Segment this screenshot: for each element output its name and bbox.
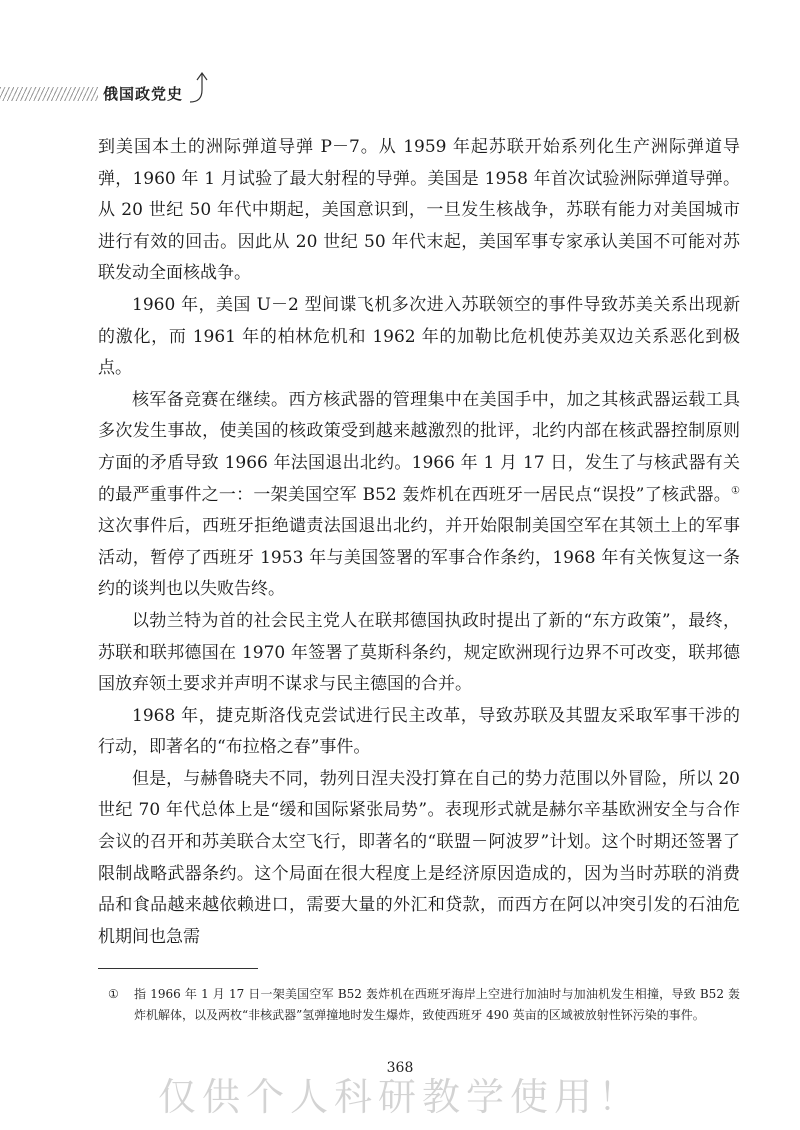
paragraph: 1968 年，捷克斯洛伐克尝试进行民主改革，导致苏联及其盟友采取军事干涉的行动，即著名的“布拉格之春”事件。 [98, 705, 740, 758]
book-title: 俄国政党史 [103, 85, 184, 103]
header-hatch-decoration [0, 87, 98, 101]
footnote-mark: ① [108, 987, 119, 1001]
footnote [98, 984, 740, 1026]
watermark: 仅供个人科研教学使用！ [157, 1075, 642, 1119]
body-text [98, 132, 740, 953]
footnote-divider [98, 968, 258, 969]
running-header [0, 70, 260, 110]
paragraph [98, 385, 740, 606]
paragraph: 到美国本土的洲际弹道导弹 P－7。从 1959 年起苏联开始系列化生产洲际弹道导弹，1960 年 1 月试验了最大射程的导弹。美国是 1958 年首次试验洲际弹道导弹。从 20 世纪 50 年代中期起，美国意识到，一旦发生核战争，苏联有能力对美国城市进行有效的回击。因此从 20 世纪 50 年代末起，美国军事专家承认美国不可能对苏联发动全面核战争。 [98, 137, 740, 284]
paragraph-text: 这次事件后，西班牙拒绝谴责法国退出北约，并开始限制美国空军在其领土上的军事活动，暂停了西班牙 1953 年与美国签署的军事合作条约，1968 年有关恢复这一条约的谈判也以失败告终。 [98, 516, 740, 600]
paragraph: 但是，与赫鲁晓夫不同，勃列日涅夫没打算在自己的势力范围以外冒险，所以 20 世纪 70 年代总体上是“缓和国际紧张局势”。表现形式就是赫尔辛基欧洲安全与合作会议的召开和苏美联合太空飞行，即著名的“联盟－阿波罗”计划。这个时期还签署了限制战略武器条约。这个局面在很大程度上是经济原因造成的，因为当时苏联的消费品和食品越来越依赖进口，需要大量的外汇和贷款，而西方在阿以冲突引发的石油危机期间也急需 [98, 768, 740, 947]
page-number: 368 [386, 1060, 414, 1076]
paragraph: 1960 年，美国 U－2 型间谍飞机多次进入苏联领空的事件导致苏美关系出现新的激化，而 1961 年的柏林危机和 1962 年的加勒比危机使苏美双边关系恶化到极点。 [98, 294, 740, 379]
arrow-up-icon [188, 70, 218, 110]
paragraph: 以勃兰特为首的社会民主党人在联邦德国执政时提出了新的“东方政策”，最终，苏联和联邦德国在 1970 年签署了莫斯科条约，规定欧洲现行边界不可改变，联邦德国放弃领土要求并声明不谋求与民主德国的合并。 [98, 610, 740, 695]
footnote-reference[interactable]: ① [731, 484, 740, 496]
paragraph-text: 核军备竞赛在继续。西方核武器的管理集中在美国手中，加之其核武器运载工具多次发生事故，使美国的核政策受到越来越激烈的批评，北约内部在核武器控制原则方面的矛盾导致 1966 年法国退出北约。1966 年 1 月 17 日，发生了与核武器有关的最严重事件之一：一架美国空军 B52 轰炸机在西班牙一居民点“误投”了核武器。 [98, 389, 740, 505]
footnote-text: 指 1966 年 1 月 17 日一架美国空军 B52 轰炸机在西班牙海岸上空进行加油时与加油机发生相撞，导致 B52 轰炸机解体，以及两枚“非核武器”氢弹撞地时发生爆炸，致使西班牙 490 英亩的区域被放射性钚污染的事件。 [134, 987, 740, 1022]
